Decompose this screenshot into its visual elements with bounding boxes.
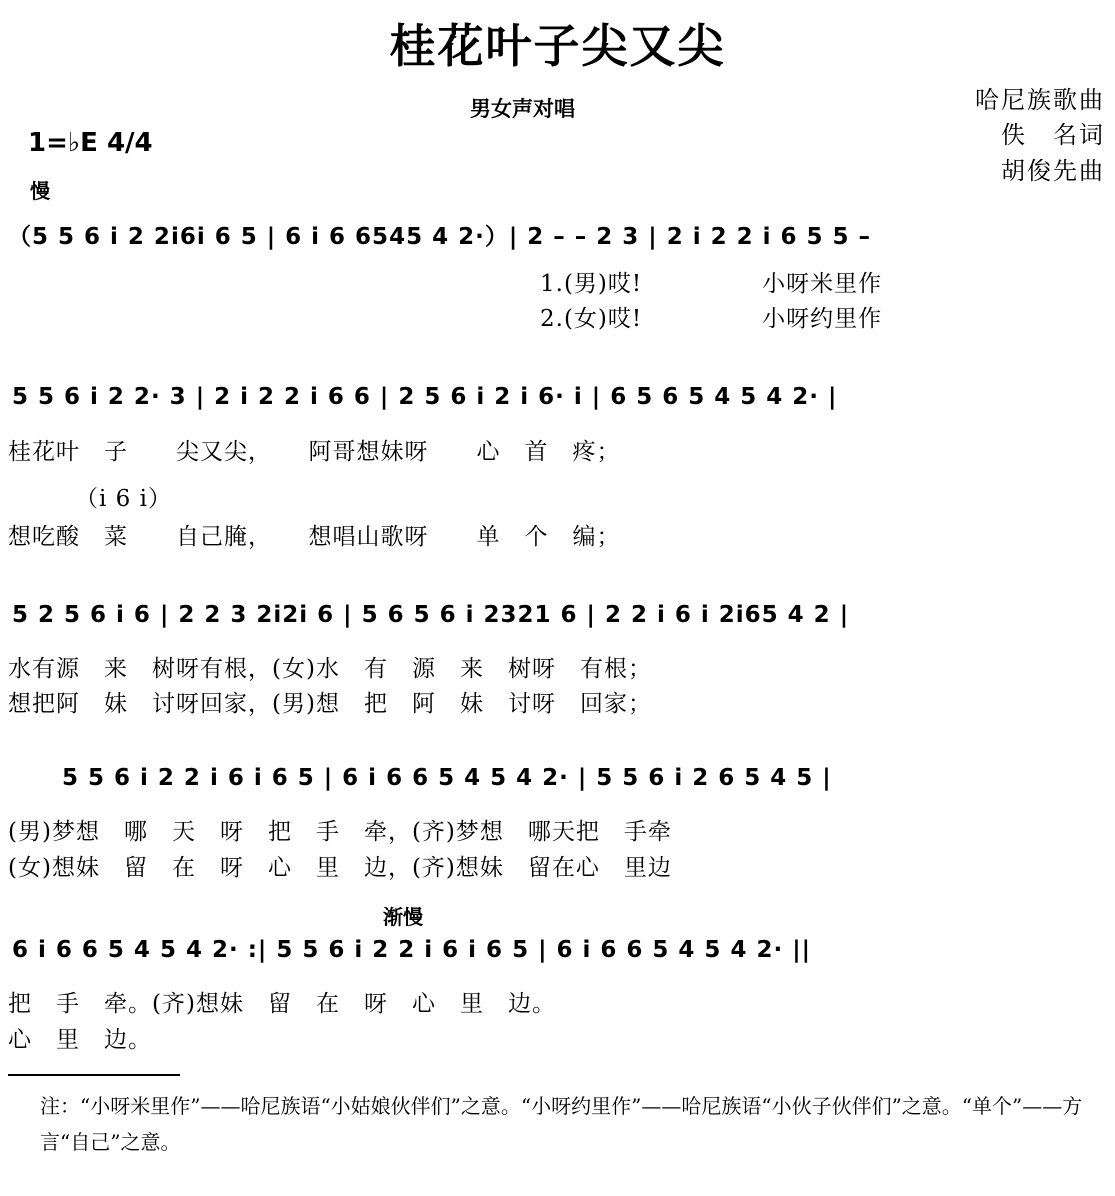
song-title: 桂花叶子尖又尖 bbox=[389, 19, 726, 73]
tempo-marking: 慢 bbox=[30, 179, 50, 203]
credit-genre: 哈尼族歌曲 bbox=[975, 86, 1105, 114]
notes-line-4: 5 5 6 i 2 2 i 6 i 6 5 | 6 i 6 6 5 4 5 4 2· | 5 5 6 i 2 6 5 4 5 | bbox=[62, 765, 832, 791]
lyric-line-5a: 把 手 牵。(齐)想妹 留 在 呀 心 里 边。 bbox=[8, 991, 556, 1017]
lyric-line-1b: 2.(女)哎! 小呀约里作 bbox=[540, 306, 883, 332]
footnote-divider bbox=[8, 1074, 180, 1076]
tempo-change-marking: 渐慢 bbox=[383, 905, 423, 929]
lyric-line-3a: 水有源 来 树呀有根，(女)水 有 源 来 树呀 有根； bbox=[8, 656, 652, 682]
notes-line-1: （5 5 6 i 2 2i6i 6 5 | 6 i 6 6545 4 2·）| 2 – – 2 3 | 2 i 2 2 i 6 5 5 – bbox=[8, 224, 872, 250]
key-signature: 1=♭E 4/4 bbox=[28, 128, 153, 158]
song-subtitle: 男女声对唱 bbox=[470, 96, 575, 121]
credit-composer: 胡俊先曲 bbox=[1001, 157, 1105, 185]
credit-lyricist: 佚 名词 bbox=[1001, 121, 1105, 149]
lyric-line-5b: 心 里 边。 bbox=[8, 1027, 152, 1053]
lyric-line-4a: (男)梦想 哪 天 呀 把 手 牵，(齐)梦想 哪天把 手牵 bbox=[8, 819, 672, 845]
notes-line-3: 5 2 5 6 i 6 | 2 2 3 2i2i 6 | 5 6 5 6 i 2321 6 | 2 2 i 6 i 2i65 4 2 | bbox=[12, 602, 850, 628]
lyric-line-2b: 想吃酸 菜 自己腌， 想唱山歌呀 单 个 编； bbox=[8, 524, 621, 550]
notes-line-2: 5 5 6 i 2 2· 3 | 2 i 2 2 i 6 6 | 2 5 6 i 2 i 6· i | 6 5 6 5 4 5 4 2· | bbox=[12, 384, 838, 410]
lyric-line-1a: 1.(男)哎! 小呀米里作 bbox=[540, 271, 883, 297]
lyric-line-3b: 想把阿 妹 讨呀回家，(男)想 把 阿 妹 讨呀 回家； bbox=[8, 691, 652, 717]
lyric-line-2a: 桂花叶 子 尖又尖， 阿哥想妹呀 心 首 疼； bbox=[8, 439, 621, 465]
notes-line-5: 6 i 6 6 5 4 5 4 2· :| 5 5 6 i 2 2 i 6 i 6 5 | 6 i 6 6 5 4 5 4 2· || bbox=[12, 937, 812, 963]
footnote: 注：“小呀米里作”——哈尼族语“小姑娘伙伴们”之意。“小呀约里作”——哈尼族语“小伙子伙伴们”之意。“单个”——方言“自己”之意。 bbox=[40, 1094, 1083, 1154]
lyric-line-4b: (女)想妹 留 在 呀 心 里 边，(齐)想妹 留在心 里边 bbox=[8, 855, 672, 881]
lyric-variant-notes: （i 6 i） bbox=[75, 486, 172, 512]
